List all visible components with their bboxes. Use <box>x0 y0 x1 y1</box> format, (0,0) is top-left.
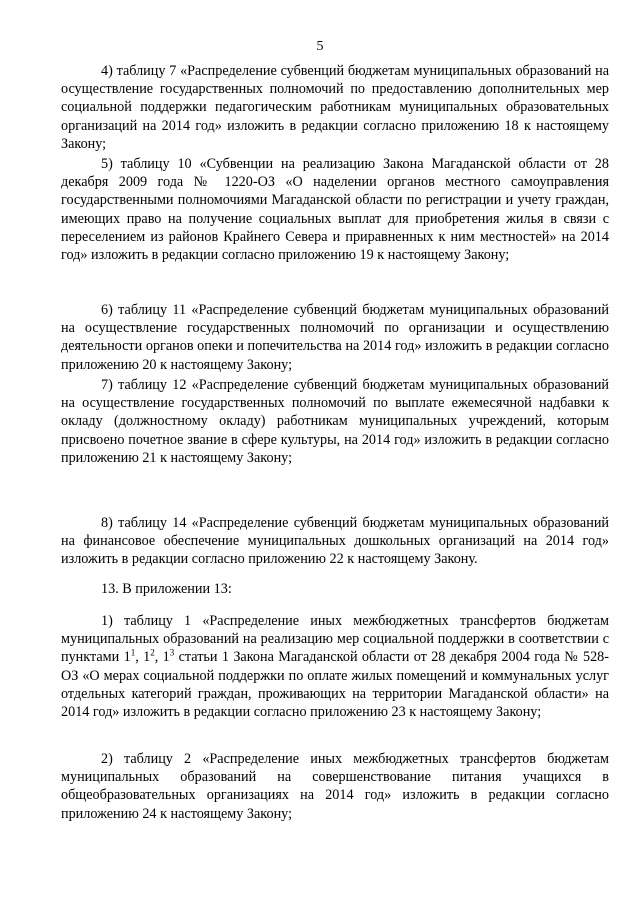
paragraph-table-1-text-b: статьи 1 Закона Магаданской области от 28 декабря 2004 года № 528-ОЗ «О мерах социальной поддержки по оплате жилых помещений и коммунальных услуг отдельных категорий граждан, проживающих на территории Магаданской области» на 2014 год» изложить в редакции согласно приложению 23 к настоящему Закону; <box>61 649 609 721</box>
separator-2: , 1 <box>154 649 170 666</box>
paragraph-item-4: 4) таблицу 7 «Распределение субвенций бюджетам муниципальных образований на осуществление государственных полномочий по предоставлению дополнительных мер социальной поддержки педагогическим работникам муниципальных образовательных организаций на 2014 год» изложить в редакции согласно приложению 18 к настоящему Закону; <box>61 63 609 152</box>
paragraph-item-7: 7) таблицу 12 «Распределение субвенций бюджетам муниципальных образований на осуществление государственных полномочий по выплате ежемесячной надбавки к окладу (должностному окладу) работникам муниципальных учреждений, которым присвоено почетное звание в сфере культуры, на 2014 год» изложить в редакции согласно приложению 21 к настоящему Закону; <box>61 377 609 466</box>
paragraph-item-8: 8) таблицу 14 «Распределение субвенций бюджетам муниципальных образований на финансовое обеспечение муниципальных дошкольных организаций на 2014 год» изложить в редакции согласно приложению 22 к настоящему Закону. <box>61 515 609 568</box>
superscript-3: 3 <box>169 647 175 658</box>
paragraph-table-1 <box>61 612 609 721</box>
separator-1: , 1 <box>135 649 151 666</box>
paragraph-item-6: 6) таблицу 11 «Распределение субвенций бюджетам муниципальных образований на осуществление государственных полномочий по организации и осуществлению деятельности органов опеки и попечительства на 2014 год» изложить в редакции согласно приложению 20 к настоящему Закону; <box>61 302 609 373</box>
superscript-2: 2 <box>150 647 155 658</box>
superscript-1: 1 <box>130 647 136 658</box>
paragraph-item-5: 5) таблицу 10 «Субвенции на реализацию Закона Магаданской области от 28 декабря 2009 года № 1220-ОЗ «О наделении органов местного самоуправления государственными полномочиями Магаданской области по регистрации и учету граждан, имеющих право на получение социальных выплат для приобретения жилья в связи с переселением из районов Крайнего Севера и приравненных к ним местностей» на 2014 год» изложить в редакции согласно приложению 19 к настоящему Закону; <box>61 156 609 264</box>
paragraph-table-1-text-a: 1) таблицу 1 «Распределение иных межбюджетных трансфертов бюджетам муниципальных образований на реализацию мер социальной поддержки в соответствии с пунктами 1 <box>61 613 609 666</box>
paragraph-table-2: 2) таблицу 2 «Распределение иных межбюджетных трансфертов бюджетам муниципальных образований на совершенствование питания учащихся в общеобразовательных организациях на 2014 год» изложить в редакции согласно приложению 24 к настоящему Закону; <box>61 751 609 822</box>
page-number: 5 <box>316 39 324 54</box>
section-heading-13: 13. В приложении 13: <box>101 581 232 597</box>
